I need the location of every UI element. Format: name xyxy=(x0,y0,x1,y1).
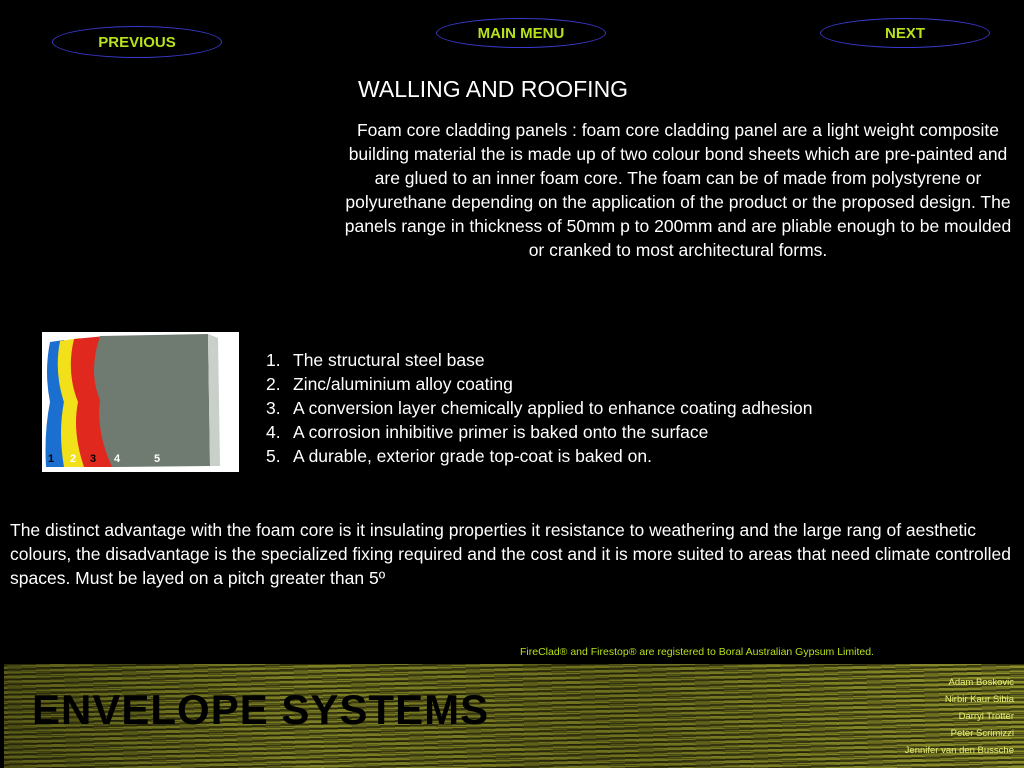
list-number: 3. xyxy=(266,398,281,418)
trademark-note: FireClad® and Firestop® are registered to Boral Australian Gypsum Limited. xyxy=(520,646,874,658)
advantages-paragraph: The distinct advantage with the foam core is it insulating properties it resistance to weathering and the large rang of aesthetic colours, the disadvantage is the specialized fixing required and the cost and it is more suited to areas that need climate controlled spaces. Must be layed on a pitch greater than 5º xyxy=(10,520,1011,588)
list-text: A conversion layer chemically applied to enhance coating adhesion xyxy=(293,398,813,418)
coating-layers-list xyxy=(266,348,813,468)
list-item xyxy=(266,444,813,468)
list-item xyxy=(266,420,813,444)
author-name: Adam Boskovic xyxy=(948,677,1014,688)
page-title: WALLING AND ROOFING xyxy=(358,76,629,102)
label-4: 4 xyxy=(114,453,121,465)
cladding-layers-illustration xyxy=(42,332,239,472)
footer-banner xyxy=(0,664,1024,768)
list-number: 1. xyxy=(266,350,281,370)
next-button[interactable]: NEXT xyxy=(820,18,990,48)
list-number: 4. xyxy=(266,422,281,442)
list-number: 2. xyxy=(266,374,281,394)
list-text: A durable, exterior grade top-coat is baked on. xyxy=(293,446,652,466)
author-name: Peter Scrimizzi xyxy=(950,728,1014,739)
brand-title: ENVELOPE SYSTEMS xyxy=(32,686,490,733)
list-text: A corrosion inhibitive primer is baked onto the surface xyxy=(293,422,709,442)
label-2: 2 xyxy=(70,453,77,465)
previous-button[interactable]: PREVIOUS xyxy=(52,26,222,58)
intro-paragraph: Foam core cladding panels : foam core cladding panel are a light weight composite building material the is made up of two colour bond sheets which are pre-painted and are glued to an inner foam core. The foam can be of made from polystyrene or polyurethane depending on the application of the product or the proposed design. The panels range in thickness of 50mm p to 200mm and are pliable enough to be moulded or cranked to most architectural forms. xyxy=(344,120,1012,260)
label-1: 1 xyxy=(48,453,55,465)
author-name: Nirbir Kaur Sibia xyxy=(944,694,1014,705)
list-text: Zinc/aluminium alloy coating xyxy=(293,374,513,394)
label-3: 3 xyxy=(90,453,97,465)
author-name: Jennifer van den Bussche xyxy=(904,745,1014,756)
footer-left-edge xyxy=(0,664,4,768)
cladding-layers-image xyxy=(42,332,239,472)
authors-list xyxy=(905,674,1014,759)
list-text: The structural steel base xyxy=(293,350,485,370)
panel-edge xyxy=(208,334,220,466)
layer-grey xyxy=(94,334,210,467)
author-name: Darryl Trotter xyxy=(958,711,1014,722)
list-item xyxy=(266,372,813,396)
label-5: 5 xyxy=(154,453,161,465)
list-item xyxy=(266,348,813,372)
list-number: 5. xyxy=(266,446,281,466)
main-menu-button[interactable]: MAIN MENU xyxy=(436,18,606,48)
list-item xyxy=(266,396,813,420)
